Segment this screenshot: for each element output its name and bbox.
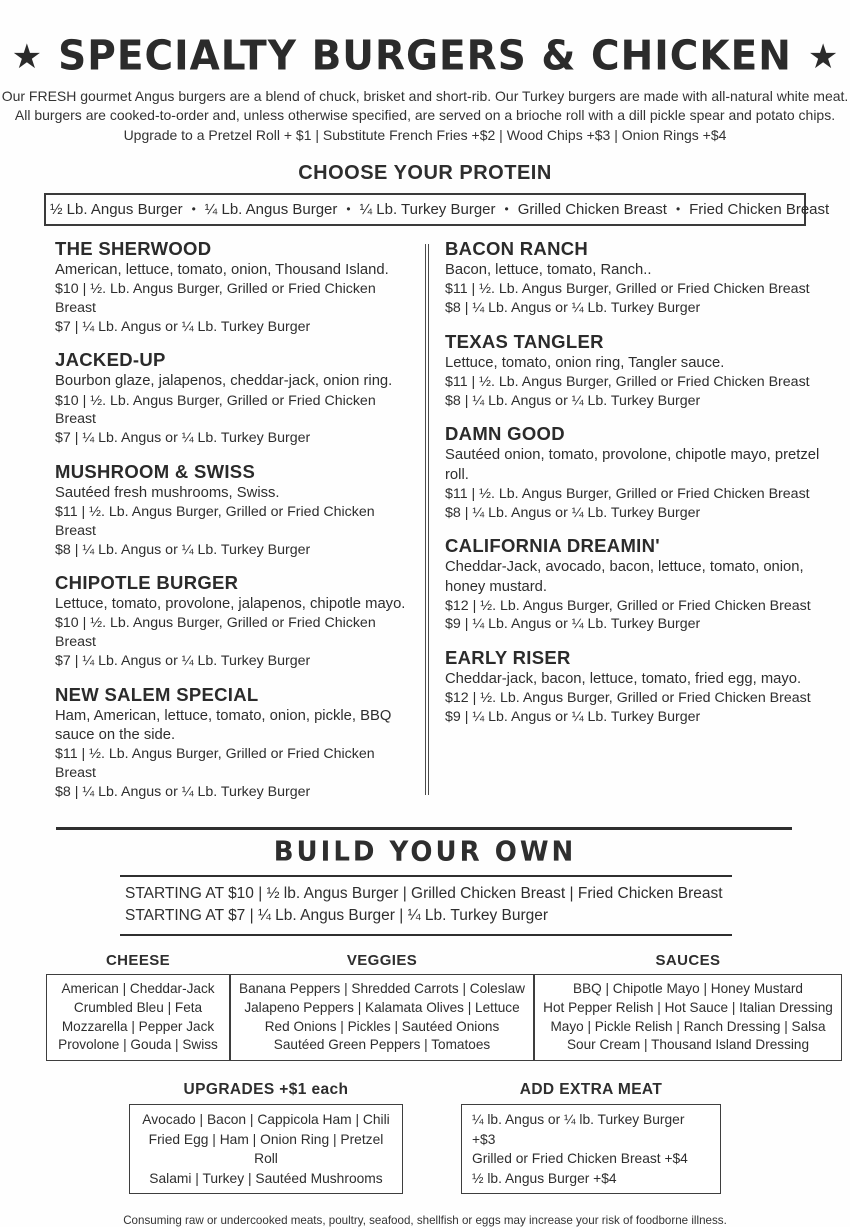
upgrades-options-box xyxy=(129,1104,403,1194)
extra-meat-column xyxy=(461,1081,721,1194)
menu-column-right xyxy=(443,236,822,801)
menu-item-description: Lettuce, tomato, provolone, jalapenos, chipotle mayo. xyxy=(55,596,406,613)
menu-item xyxy=(445,331,822,411)
sauces-line: Sour Cream | Thousand Island Dressing xyxy=(566,1037,810,1053)
intro-line-2: All burgers are cooked-to-order and, unless otherwise specified, are served on a brioche roll with a dill pickle spear and potato chips. xyxy=(14,107,836,124)
menu-item-description: Cheddar-Jack, avocado, bacon, lettuce, tomato, onion, honey mustard. xyxy=(445,559,804,595)
menu-item xyxy=(55,461,413,559)
menu-item-name: MUSHROOM & SWISS xyxy=(55,460,256,482)
menu-item-description: Sautéed fresh mushrooms, Swiss. xyxy=(55,484,280,501)
extra-meat-line: Grilled or Fried Chicken Breast +$4 xyxy=(472,1151,688,1167)
protein-option: Fried Chicken Breast xyxy=(689,200,830,218)
starting-at-line-1: STARTING AT $10 | ½ lb. Angus Burger | Grilled Chicken Breast | Fried Chicken Breast xyxy=(125,885,723,903)
menu-item-name: NEW SALEM SPECIAL xyxy=(55,683,259,705)
bullet-separator: • xyxy=(675,201,681,216)
menu-item-name: THE SHERWOOD xyxy=(55,237,212,259)
veggies-column xyxy=(230,952,534,1061)
menu-item xyxy=(55,684,413,802)
bullet-separator: • xyxy=(191,201,196,216)
menu-item xyxy=(445,535,822,634)
menu-item-price-large: $10 | ½. Lb. Angus Burger, Grilled or Fried Chicken Breast xyxy=(55,392,376,428)
menu-item-description: Bacon, lettuce, tomato, Ranch.. xyxy=(445,261,652,278)
bullet-separator: • xyxy=(504,201,509,216)
menu-item-price-large: $11 | ½. Lb. Angus Burger, Grilled or Fried Chicken Breast xyxy=(445,373,810,390)
menu-item-price-small: $7 | ¼ Lb. Angus or ¼ Lb. Turkey Burger xyxy=(55,318,311,335)
menu-item-name: DAMN GOOD xyxy=(445,423,565,445)
menu-item xyxy=(55,349,413,447)
column-divider xyxy=(425,244,429,795)
menu-item xyxy=(55,238,413,336)
cheese-column xyxy=(46,952,230,1061)
menu-item-name: JACKED-UP xyxy=(55,349,166,371)
veggies-line: Red Onions | Pickles | Sautéed Onions xyxy=(264,1018,500,1034)
menu-item-price-small: $8 | ¼ Lb. Angus or ¼ Lb. Turkey Burger xyxy=(445,392,701,409)
section-divider xyxy=(120,934,732,936)
menu-item-name: TEXAS TANGLER xyxy=(445,330,604,352)
menu-item-name: CALIFORNIA DREAMIN' xyxy=(445,535,660,557)
section-divider xyxy=(56,827,792,830)
upgrades-line: Avocado | Bacon | Cappicola Ham | Chili xyxy=(142,1112,390,1128)
upgrades-heading: UPGRADES +$1 each xyxy=(183,1081,349,1099)
sauces-line: Mayo | Pickle Relish | Ranch Dressing | Salsa xyxy=(550,1018,826,1034)
menu-columns xyxy=(55,236,822,801)
veggies-heading: VEGGIES xyxy=(346,952,418,970)
menu-item xyxy=(445,647,822,727)
extra-meat-heading: ADD EXTRA MEAT xyxy=(519,1081,663,1099)
menu-item-description: Bourbon glaze, jalapenos, cheddar-jack, onion ring. xyxy=(55,373,393,390)
menu-item-price-small: $8 | ¼ Lb. Angus or ¼ Lb. Turkey Burger xyxy=(445,299,701,316)
menu-item xyxy=(445,238,822,318)
menu-item-price-small: $7 | ¼ Lb. Angus or ¼ Lb. Turkey Burger xyxy=(55,652,311,669)
cheese-line: Crumbled Bleu | Feta xyxy=(73,999,203,1015)
veggies-line: Sautéed Green Peppers | Tomatoes xyxy=(273,1037,491,1053)
menu-item-price-small: $8 | ¼ Lb. Angus or ¼ Lb. Turkey Burger xyxy=(445,504,701,521)
menu-item-description: Ham, American, lettuce, tomato, onion, pickle, BBQ sauce on the side. xyxy=(55,707,392,743)
menu-item-price-large: $12 | ½. Lb. Angus Burger, Grilled or Fried Chicken Breast xyxy=(445,597,811,614)
menu-item-price-large: $10 | ½. Lb. Angus Burger, Grilled or Fried Chicken Breast xyxy=(55,615,376,651)
protein-option: ½ Lb. Angus Burger xyxy=(50,200,183,218)
page-header xyxy=(0,34,850,79)
protein-option: Grilled Chicken Breast xyxy=(517,200,667,218)
intro-text xyxy=(0,87,850,145)
sauces-options-box xyxy=(534,974,842,1061)
menu-item-price-small: $7 | ¼ Lb. Angus or ¼ Lb. Turkey Burger xyxy=(55,430,311,447)
cheese-line: Provolone | Gouda | Swiss xyxy=(58,1037,218,1053)
sauces-heading: SAUCES xyxy=(655,952,721,970)
menu-item-description: Cheddar-jack, bacon, lettuce, tomato, fried egg, mayo. xyxy=(445,671,802,688)
menu-item-price-large: $11 | ½. Lb. Angus Burger, Grilled or Fried Chicken Breast xyxy=(55,504,375,539)
menu-column-left xyxy=(55,236,413,801)
cheese-line: American | Cheddar-Jack xyxy=(61,981,215,997)
extra-meat-options-box xyxy=(461,1104,721,1194)
protein-options-box xyxy=(44,193,830,226)
star-icon: ★ xyxy=(11,37,43,76)
menu-item-price-large: $12 | ½. Lb. Angus Burger, Grilled or Fried Chicken Breast xyxy=(445,690,811,707)
veggies-line: Jalapeno Peppers | Kalamata Olives | Lettuce xyxy=(244,999,520,1015)
build-your-own-heading: BUILD YOUR OWN xyxy=(273,836,577,869)
page-title: SPECIALTY BURGERS & CHICKEN xyxy=(58,32,792,81)
extra-meat-line: ¼ lb. Angus or ¼ lb. Turkey Burger +$3 xyxy=(472,1112,685,1147)
protein-section-heading: CHOOSE YOUR PROTEIN xyxy=(298,161,552,184)
menu-item-name: BACON RANCH xyxy=(445,237,589,259)
upgrades-line: Salami | Turkey | Sautéed Mushrooms xyxy=(149,1170,383,1186)
veggies-options-box xyxy=(230,974,534,1061)
menu-item xyxy=(55,572,413,670)
cheese-heading: CHEESE xyxy=(105,952,171,970)
menu-item-name: EARLY RISER xyxy=(445,647,571,669)
extra-meat-line: ½ lb. Angus Burger +$4 xyxy=(472,1170,617,1186)
bullet-separator: • xyxy=(346,201,351,216)
protein-option: ¼ Lb. Turkey Burger xyxy=(359,200,496,218)
sauces-line: Hot Pepper Relish | Hot Sauce | Italian Dressing xyxy=(543,999,833,1015)
protein-option: ¼ Lb. Angus Burger xyxy=(204,200,338,218)
menu-item-name: CHIPOTLE BURGER xyxy=(55,572,239,594)
menu-item-price-small: $9 | ¼ Lb. Angus or ¼ Lb. Turkey Burger xyxy=(445,709,701,726)
menu-item-price-large: $11 | ½. Lb. Angus Burger, Grilled or Fried Chicken Breast xyxy=(445,485,810,502)
menu-item-price-large: $10 | ½. Lb. Angus Burger, Grilled or Fried Chicken Breast xyxy=(55,281,376,316)
section-divider xyxy=(120,875,732,877)
intro-line-1: Our FRESH gourmet Angus burgers are a blend of chuck, brisket and short-rib. Our Turkey burgers are made with all-natural white meat. xyxy=(1,88,849,104)
menu-item xyxy=(445,423,822,522)
addons-section xyxy=(0,1081,850,1194)
sauces-line: BBQ | Chipotle Mayo | Honey Mustard xyxy=(573,981,803,997)
menu-item-description: Sautéed onion, tomato, provolone, chipotle mayo, pretzel roll. xyxy=(445,447,820,483)
veggies-line: Banana Peppers | Shredded Carrots | Coleslaw xyxy=(239,981,525,997)
starting-at-line-2: STARTING AT $7 | ¼ Lb. Angus Burger | ¼ Lb. Turkey Burger xyxy=(125,906,549,924)
menu-item-price-large: $11 | ½. Lb. Angus Burger, Grilled or Fried Chicken Breast xyxy=(445,281,810,298)
foodborne-illness-disclaimer xyxy=(0,1214,850,1227)
star-icon: ★ xyxy=(807,37,839,76)
upgrades-line: Fried Egg | Ham | Onion Ring | Pretzel Roll xyxy=(148,1131,384,1167)
cheese-options-box xyxy=(46,974,230,1061)
upgrades-column xyxy=(129,1081,403,1194)
disclaimer-text: Consuming raw or undercooked meats, poultry, seafood, shellfish or eggs may increase your risk of foodborne illness. xyxy=(123,1214,727,1227)
menu-item-price-small: $9 | ¼ Lb. Angus or ¼ Lb. Turkey Burger xyxy=(445,616,701,633)
menu-item-description: American, lettuce, tomato, onion, Thousand Island. xyxy=(55,261,389,278)
toppings-section xyxy=(46,952,833,1061)
build-your-own-pricing xyxy=(125,883,850,926)
intro-line-3: Upgrade to a Pretzel Roll + $1 | Substitute French Fries +$2 | Wood Chips +$3 | Onion Rings +$4 xyxy=(123,126,727,143)
menu-item-description: Lettuce, tomato, onion ring, Tangler sauce. xyxy=(445,354,725,371)
cheese-line: Mozzarella | Pepper Jack xyxy=(61,1018,215,1034)
menu-item-price-small: $8 | ¼ Lb. Angus or ¼ Lb. Turkey Burger xyxy=(55,783,311,800)
sauces-column xyxy=(534,952,842,1061)
menu-item-price-large: $11 | ½. Lb. Angus Burger, Grilled or Fried Chicken Breast xyxy=(55,746,375,781)
menu-item-price-small: $8 | ¼ Lb. Angus or ¼ Lb. Turkey Burger xyxy=(55,541,311,558)
